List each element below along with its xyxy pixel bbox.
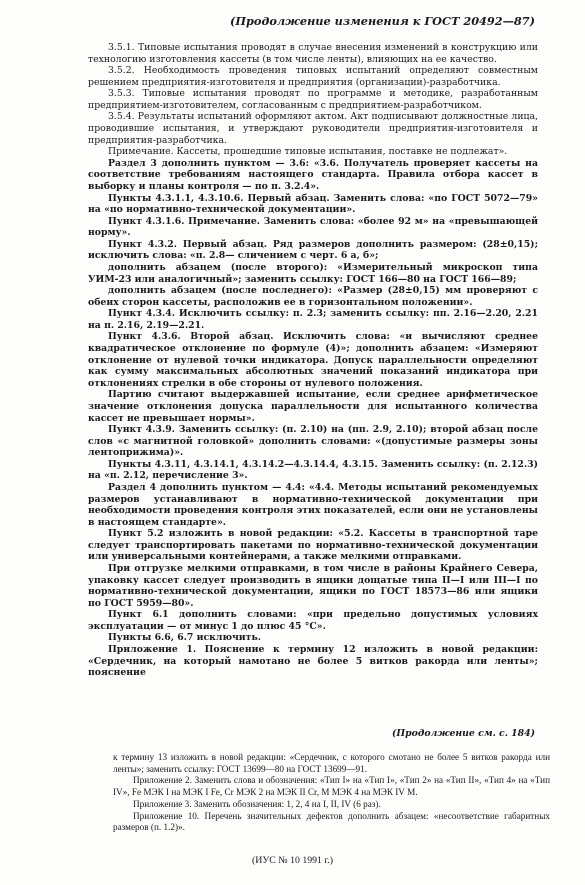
paragraph: Приложение 1. Пояснение к термину 12 изложить в новой редакции: «Сердечник, на который намотано не более 5 витков ракорда или ленты»; пояснение [88, 644, 538, 679]
paragraph: Пункты 4.3.1.1, 4.3.10.6. Первый абзац. Заменить слова: «по ГОСТ 5072—79» на «по нормативно-технической документации». [88, 192, 538, 216]
paragraph: Пункт 4.3.2. Первый абзац. Ряд размеров дополнить размером: (28±0,15); исключить слова: «п. 2.8— сличением с черт. 6 а, б»; [88, 238, 538, 262]
paragraph: Пункт 4.3.1.6. Примечание. Заменить слова: «более 92 м» на «превышающей норму». [88, 215, 538, 239]
running-header: (Продолжение изменения к ГОСТ 20492—87) [230, 14, 535, 28]
continuation-note: (Продолжение см. с. 184) [391, 728, 535, 739]
paragraph: Пункты 6.6, 6.7 исключить. [108, 632, 261, 644]
paragraph: дополнить абзацем (после второго): «Измерительный микроскоп типа УИМ-23 или аналогичный»; заменить ссылку: ГОСТ 166—80 на ГОСТ 166—89; [88, 261, 538, 285]
source-note: (ИУС № 10 1991 г.) [252, 855, 333, 866]
paragraph: 3.5.4. Результаты испытаний оформляют актом. Акт подписывают должностные лица, проводившие испытания, и утверждают руководители предприятия-изготовителя и предприятия-разработчика. [88, 111, 538, 146]
paragraph: Пункт 4.3.6. Второй абзац. Исключить слова: «и вычисляют среднее квадратическое отклонение по формуле (4)»; дополнить абзацем: «Измеряют отклонение от нулевой точки индикатора. Допуск параллельности определяют как сумму максимальных абсолютных значений показаний индикатора при отклонениях стрелки в обе стороны от нулевого положения. [88, 331, 538, 389]
paragraph: дополнить абзацем (после последнего): «Размер (28±0,15) мм проверяют с обеих сторон кассеты, расположив ее в горизонтальном положении». [88, 285, 538, 308]
paragraph: Пункт 6.1 дополнить словами: «при предельно допустимых условиях эксплуатации — от минус 1 до плюс 45 °С». [88, 609, 538, 632]
paragraph: 3.5.3. Типовые испытания проводят по программе и методике, разработанным предприятием-изготовителем, согласованным с предприятием-разработчиком. [88, 88, 538, 111]
paragraph: Приложение 3. Заменить обозначения: 1, 2, 4 на I, II, IV (6 раз). [133, 798, 381, 809]
paragraph: Пункт 5.2 изложить в новой редакции: «5.2. Кассеты в транспортной таре следует транспортировать пакетами по нормативно-технической документации или универсальными контейнерами, а также мелкими отправками. [88, 528, 538, 563]
paragraph: к термину 13 изложить в новой редакции: «Сердечник, с которого смотано не более 5 витков ракорда или ленты»; заменить ссылку: ГОСТ 13699—80 на ГОСТ 13699—91. [113, 752, 550, 774]
paragraph: Приложение 2. Заменить слова и обозначения: «Тип I» на «Тип I», «Тип 2» на «Тип II», «Тип 4» на «Тип IV», Fe МЭК I на МЭК I Fe, Cr МЭК 2 на МЭК II Cr, M МЭК 4 на МЭК IV M. [113, 775, 550, 798]
paragraph: Пункт 4.3.4. Исключить ссылку: п. 2.3; заменить ссылку: пп. 2.16—2.20, 2.21 на п. 2.16, 2.19—2.21. [88, 308, 538, 331]
continuation-text-block [113, 752, 550, 834]
paragraph: Пункт 4.3.9. Заменить ссылку: (п. 2.10) на (пп. 2.9, 2.10); второй абзац после слов «с магнитной головкой» дополнить словами: «(допустимые размеры зоны лентоприжима)». [88, 424, 538, 459]
paragraph: Партию считают выдержавшей испытание, если среднее арифметическое значение отклонения допуска параллельности для испытанного количества кассет не превышает нормы». [88, 389, 538, 424]
paragraph: Приложение 10. Перечень значительных дефектов дополнить абзацем: «несоответствие габаритных размеров (п. 1.2)». [113, 810, 550, 833]
paragraph: Пункты 4.3.11, 4.3.14.1, 4.3.14.2—4.3.14.4, 4.3.15. Заменить ссылку: (п. 2.12.3) на «п. 2.12, перечисление 3». [88, 458, 538, 482]
paragraph: Раздел 4 дополнить пунктом — 4.4: «4.4. Методы испытаний рекомендуемых размеров устанавливают в нормативно-технической документации при необходимости проведения контроля этих показателей, если они не установлены в настоящем стандарте». [88, 481, 538, 528]
paragraph: Примечание. Кассеты, прошедшие типовые испытания, поставке не подлежат». [108, 146, 508, 158]
paragraph: При отгрузке мелкими отправками, в том числе в районы Крайнего Севера, упаковку кассет следует производить в ящики дощатые типа II—I или III—I по нормативно-технической документации, ящики по ГОСТ 18573—86 или ящики по ГОСТ 5959—80». [88, 563, 538, 609]
main-text-block [88, 42, 538, 679]
paragraph: 3.5.1. Типовые испытания проводят в случае внесения изменений в конструкцию или технологию изготовления кассеты (в том числе ленты), влияющих на ее качество. [88, 42, 538, 65]
paragraph: 3.5.2. Необходимость проведения типовых испытаний определяют совместным решением предприятия-изготовителя и предприятия (организации)-разработчика. [88, 65, 538, 88]
paragraph: Раздел 3 дополнить пунктом — 3.6: «3.6. Получатель проверяет кассеты на соответствие требованиям настоящего стандарта. Правила отбора кассет в выборку и планы контроля — по п. 3.2.4». [88, 157, 538, 192]
